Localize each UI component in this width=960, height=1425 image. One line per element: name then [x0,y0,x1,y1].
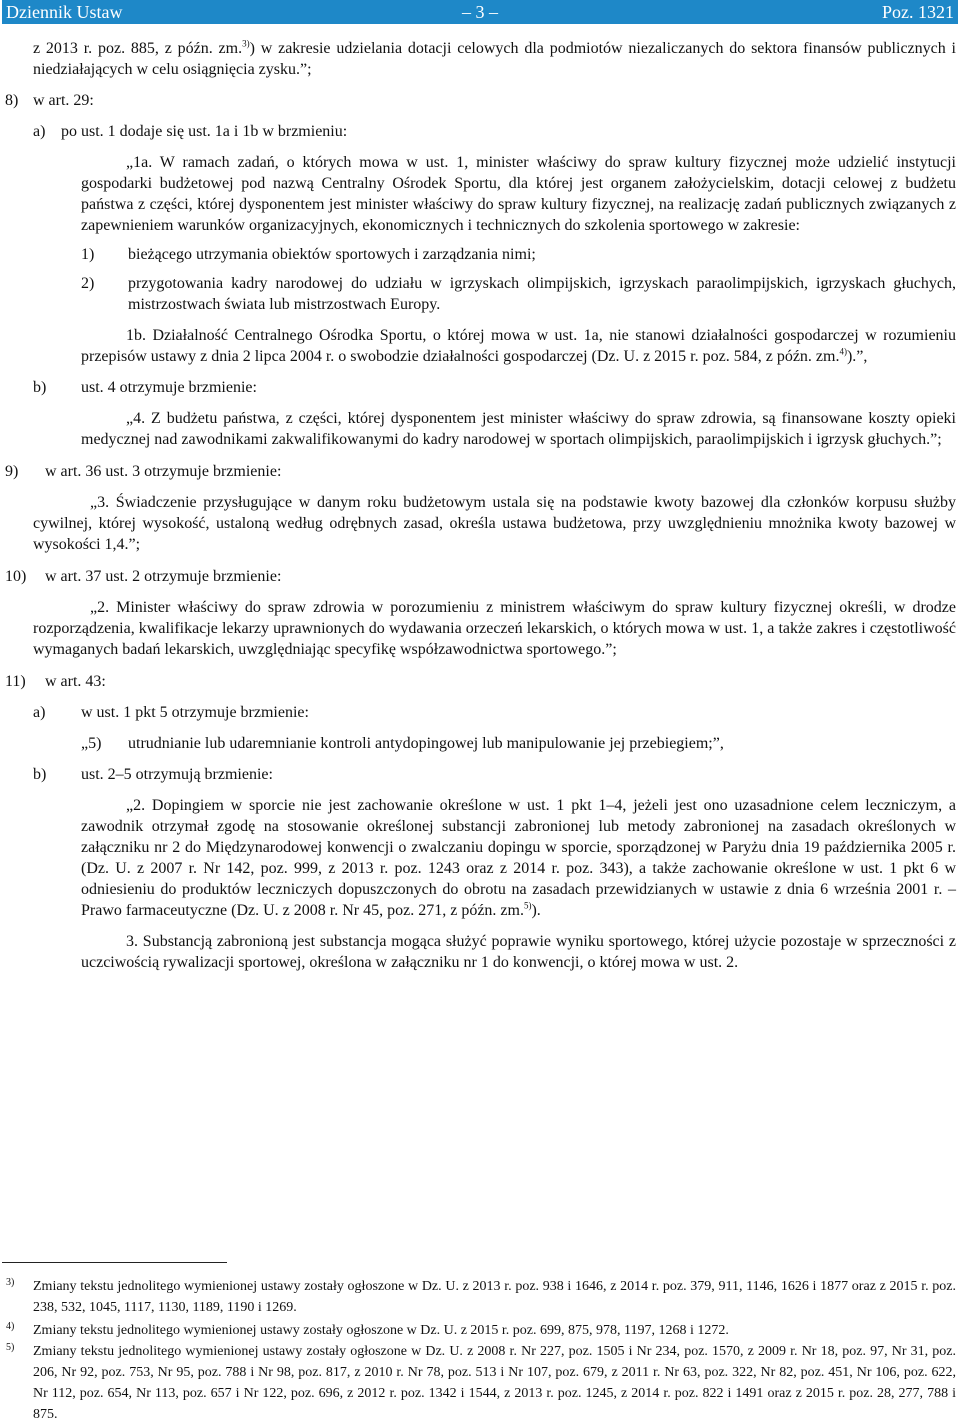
para-1a-point-1: 1) bieżącego utrzymania obiektów sportowych i zarządzania nimi; [81,246,536,263]
item-10-para-2: „2. Minister właściwy do spraw zdrowia w porozumieniu z ministrem właściwym do spraw kultury fizycznej określi, w drodze rozporządzenia, kwalifikacje lekarzy uprawnionych do wydawania orzeczeń lekarskich, o których mowa w ust. 1, a także zakres i częstotliwość wymaganych badań lekarskich, uwzględniając specyfikę współzawodnictwa sportowego.”; [33,599,956,658]
para-4: „4. Z budżetu państwa, z części, której dysponentem jest minister właściwy do spraw zdrowia, są finansowane koszty opieki medycznej nad zawodnikami zakwalifikowanymi do kadry narodowej w sportach olimpijskich, paraolimpijskich i igrzysk głuchych.”; [81,410,956,448]
page-number: – 3 – [462,2,498,22]
footnote-5 [0,1341,960,1425]
position-number: Poz. 1321 [882,2,954,22]
footnote-text: Zmiany tekstu jednolitego wymienionej ustawy zostały ogłoszone w Dz. U. z 2015 r. poz. 699, 875, 978, 1197, 1268 i 1272. [33,1323,729,1338]
item-8b: b) ust. 4 otrzymuje brzmienie: [33,379,257,396]
para-1b: 1b. Działalność Centralnego Ośrodka Sportu, o której mowa w ust. 1a, nie stanowi działalności gospodarczej w rozumieniu przepisów ustawy z dnia 2 lipca 2004 r. o swobodzie działalności gospodarczej (Dz. U. z 2015 r. poz. 584, z późn. zm.$^{4)}$).”, [81,327,956,365]
footnote-ref: 4) [839,346,847,357]
footnote-mark: 5) [6,1342,15,1353]
item-8: 8) w art. 29: [5,92,94,109]
document-body [0,38,960,973]
item-8a: a) po ust. 1 dodaje się ust. 1a i 1b w brzmieniu: [33,123,348,140]
footnote-ref: 5) [523,900,532,911]
item-9-para-3: „3. Świadczenie przysługujące w danym roku budżetowym ustala się na podstawie kwoty bazowej dla członków korpusu służby cywilnej, której wysokość, ustaloną według odrębnych zasad, określa ustawa budżetowa, przy uwzględnieniu mnożnika kwoty bazowej w wysokości 1,4.”; [33,494,956,553]
item-11a-point-5: „5) utrudnianie lub udaremnianie kontroli antydopingowej lub manipulowanie jej przebiegiem;”, [81,735,724,752]
footnote-3 [0,1276,960,1318]
footnote-text: Zmiany tekstu jednolitego wymienionej ustawy zostały ogłoszone w Dz. U. z 2008 r. Nr 227, poz. 1505 i Nr 234, poz. 1570, z 2009 r. Nr 18, poz. 97, Nr 31, poz. 206, Nr 92, poz. 753, Nr 95, poz. 788 i Nr 98, poz. 817, z 2010 r. Nr 78, poz. 513 i Nr 107, poz. 679, z 2011 r. Nr 63, poz. 322, Nr 82, poz. 451, Nr 106, poz. 622, Nr 112, poz. 654, Nr 113, poz. 657 i Nr 122, poz. 696, z 2012 r. poz. 1342 i 1544, z 2013 r. poz. 1245, z 2014 r. poz. 822 i 1491 oraz z 2015 r. poz. 28, 277, 788 i 875. [33,1344,956,1422]
footnote-text: Zmiany tekstu jednolitego wymienionej ustawy zostały ogłoszone w Dz. U. z 2013 r. poz. 938 i 1646, z 2014 r. poz. 379, 911, 1146, 1626 i 1877 oraz z 2015 r. poz. 238, 532, 1045, 1117, 1130, 1189, 1190 i 1269. [33,1279,956,1315]
para-1a: „1a. W ramach zadań, o których mowa w ust. 1, minister właściwy do spraw kultury fizycznej może udzielić instytucji gospodarki budżetowej pod nazwą Centralny Ośrodek Sportu, dla której jest organem założycielskim, dotacji celowej z budżetu państwa z części, której dysponentem jest minister właściwy do spraw kultury fizycznej, na realizację zadań publicznych związanych z zapewnieniem warunków organizacyjnych, ekonomicznych i technicznych do szkolenia sportowego w zakresie: [81,154,956,234]
footnote-4 [0,1320,960,1341]
journal-title: Dziennik Ustaw [6,2,123,22]
footnote-mark: 4) [6,1321,15,1332]
item-11b: b) ust. 2–5 otrzymują brzmienie: [33,766,273,783]
item-11a: a) w ust. 1 pkt 5 otrzymuje brzmienie: [33,704,309,721]
page-header [2,0,958,24]
footnote-mark: 3) [6,1277,15,1288]
item-10: 10) w art. 37 ust. 2 otrzymuje brzmienie: [5,568,282,585]
item-11-para-2: „2. Dopingiem w sporcie nie jest zachowanie określone w ust. 1 pkt 1–4, jeżeli jest ono uzasadnione celem leczniczym, a zawodnik otrzymał zgodę na stosowanie określonej substancji zabronionej lub metody zabronionej na zasadach określonych w załączniku nr 2 do Międzynarodowej konwencji o zwalczaniu dopingu w sporcie, sporządzonej w Paryżu dnia 19 października 2005 r. (Dz. U. z 2007 r. Nr 142, poz. 999, z 2013 r. poz. 1243 oraz z 2014 r. poz. 343), a także zachowanie określone w ust. 1 pkt 6 w odniesieniu do produktów leczniczych dopuszczonych do obrotu na zasadach przewidzianych w ustawie z dnia 6 września 2001 r. – Prawo farmaceutyczne (Dz. U. z 2008 r. Nr 45, poz. 271, z późn. zm.$^{5)}$). [81,797,956,919]
footnote-separator [2,1262,227,1263]
item-11: 11) w art. 43: [5,673,106,690]
intro-paragraph: z 2013 r. poz. 885, z późn. zm.$^{3)}$) w zakresie udzielania dotacji celowych dla podmiotów niezaliczanych do sektora finansów publicznych i niedziałających w celu osiągnięcia zysku.”; [33,38,957,78]
item-9: 9) w art. 36 ust. 3 otrzymuje brzmienie: [5,463,282,480]
item-11-para-3: 3. Substancją zabronioną jest substancja mogąca służyć poprawie wyniku sportowego, której użycie pozostaje w sprzeczności z uczciwością rywalizacji sportowej, określona w załączniku nr 1 do konwencji, o której mowa w ust. 2. [81,933,956,971]
para-1a-point-2: 2) przygotowania kadry narodowej do udziału w igrzyskach olimpijskich, igrzyskach paraolimpijskich, igrzyskach głuchych, mistrzostwach świata lub mistrzostwach Europy. [81,275,956,313]
footnote-ref: 3) [242,38,250,49]
